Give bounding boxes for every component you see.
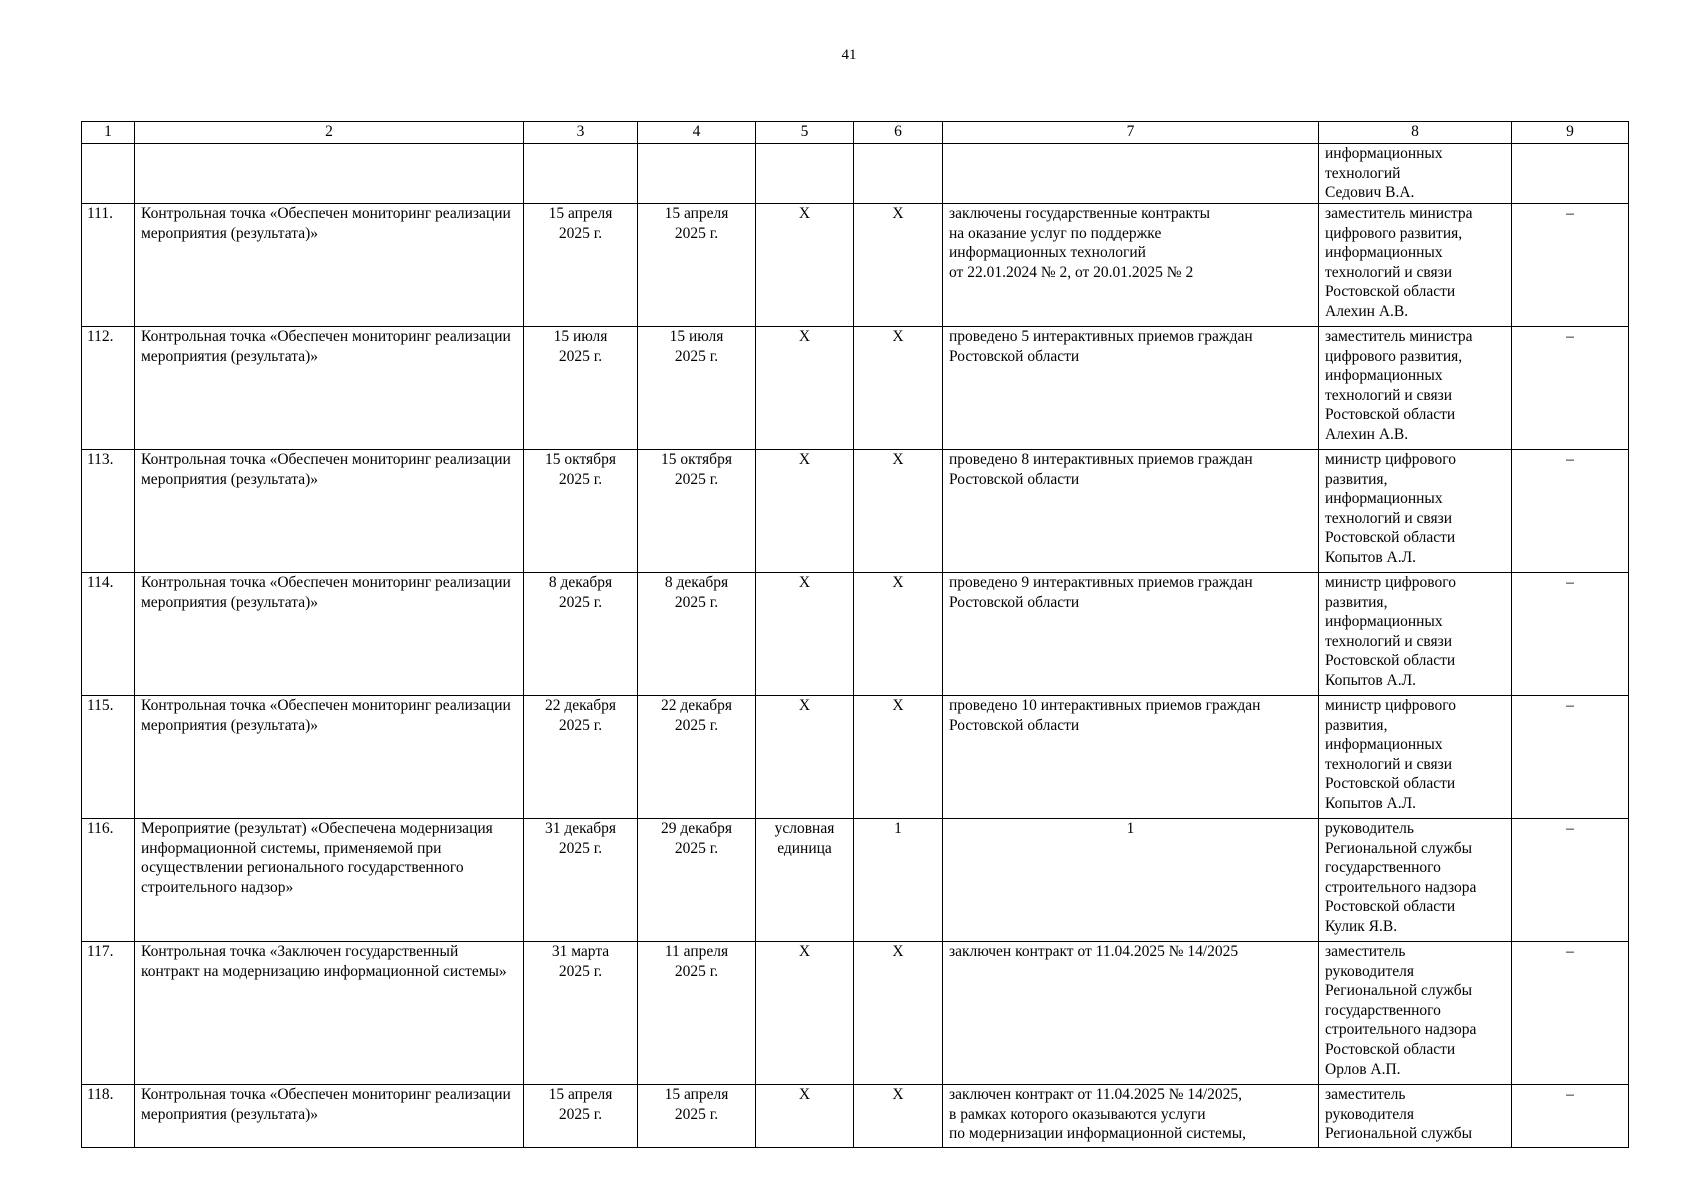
- column-header: 1: [82, 122, 135, 144]
- row-plan-value: X: [854, 696, 943, 819]
- row-actual-date: 29 декабря 2025 г.: [638, 819, 756, 942]
- column-header: 2: [135, 122, 524, 144]
- row-responsible: руководитель Региональной службы государственного строительного надзора Ростовской области Кулик Я.В.: [1319, 819, 1512, 942]
- row-responsible: заместитель руководителя Региональной службы государственного строительного надзора Ростовской области Орлов А.П.: [1319, 942, 1512, 1085]
- row-result: проведено 8 интерактивных приемов граждан Ростовской области: [943, 450, 1319, 573]
- column-header: 7: [943, 122, 1319, 144]
- row-name: Контрольная точка «Обеспечен мониторинг реализации мероприятия (результата)»: [135, 450, 524, 573]
- row-result: проведено 5 интерактивных приемов граждан Ростовской области: [943, 327, 1319, 450]
- table-row: [82, 1085, 1629, 1148]
- row-unit: X: [756, 204, 854, 327]
- column-header: 4: [638, 122, 756, 144]
- row-actual-date: 11 апреля 2025 г.: [638, 942, 756, 1085]
- row-responsible: заместитель министра цифрового развития, информационных технологий и связи Ростовской области Алехин А.В.: [1319, 327, 1512, 450]
- row-note: –: [1512, 1085, 1629, 1148]
- row-number: [82, 144, 135, 204]
- row-name: Контрольная точка «Обеспечен мониторинг реализации мероприятия (результата)»: [135, 327, 524, 450]
- row-note: –: [1512, 819, 1629, 942]
- column-number-row: [82, 122, 1629, 144]
- row-actual-date: 22 декабря 2025 г.: [638, 696, 756, 819]
- row-unit: X: [756, 942, 854, 1085]
- row-plan-value: 1: [854, 819, 943, 942]
- column-header: 8: [1319, 122, 1512, 144]
- row-planned-date: 22 декабря 2025 г.: [524, 696, 638, 819]
- row-planned-date: 8 декабря 2025 г.: [524, 573, 638, 696]
- table-row: [82, 327, 1629, 450]
- row-name: Контрольная точка «Обеспечен мониторинг реализации мероприятия (результата)»: [135, 1085, 524, 1148]
- row-planned-date: 31 декабря 2025 г.: [524, 819, 638, 942]
- row-planned-date: [524, 144, 638, 204]
- table-row: [82, 204, 1629, 327]
- row-unit: условная единица: [756, 819, 854, 942]
- row-number: 113.: [82, 450, 135, 573]
- row-result: проведено 10 интерактивных приемов граждан Ростовской области: [943, 696, 1319, 819]
- page-number: 41: [841, 47, 857, 63]
- row-plan-value: X: [854, 573, 943, 696]
- row-number: 117.: [82, 942, 135, 1085]
- row-unit: X: [756, 696, 854, 819]
- row-responsible: информационных технологий Седович В.А.: [1319, 144, 1512, 204]
- row-note: –: [1512, 573, 1629, 696]
- row-name: Контрольная точка «Обеспечен мониторинг реализации мероприятия (результата)»: [135, 573, 524, 696]
- table-row: [82, 942, 1629, 1085]
- row-number: 116.: [82, 819, 135, 942]
- row-responsible: заместитель министра цифрового развития, информационных технологий и связи Ростовской области Алехин А.В.: [1319, 204, 1512, 327]
- row-planned-date: 31 марта 2025 г.: [524, 942, 638, 1085]
- row-note: –: [1512, 450, 1629, 573]
- column-header: 5: [756, 122, 854, 144]
- row-name: [135, 144, 524, 204]
- row-plan-value: X: [854, 327, 943, 450]
- row-planned-date: 15 июля 2025 г.: [524, 327, 638, 450]
- row-actual-date: 15 апреля 2025 г.: [638, 1085, 756, 1148]
- row-number: 114.: [82, 573, 135, 696]
- row-plan-value: X: [854, 1085, 943, 1148]
- row-number: 115.: [82, 696, 135, 819]
- row-actual-date: [638, 144, 756, 204]
- row-note: [1512, 144, 1629, 204]
- row-actual-date: 15 июля 2025 г.: [638, 327, 756, 450]
- row-actual-date: 15 октября 2025 г.: [638, 450, 756, 573]
- row-note: –: [1512, 696, 1629, 819]
- row-note: –: [1512, 204, 1629, 327]
- row-note: –: [1512, 327, 1629, 450]
- row-unit: X: [756, 1085, 854, 1148]
- row-responsible: министр цифрового развития, информационных технологий и связи Ростовской области Копытов А.Л.: [1319, 573, 1512, 696]
- row-result: 1: [943, 819, 1319, 942]
- row-responsible: министр цифрового развития, информационных технологий и связи Ростовской области Копытов А.Л.: [1319, 450, 1512, 573]
- row-actual-date: 8 декабря 2025 г.: [638, 573, 756, 696]
- row-unit: X: [756, 327, 854, 450]
- row-unit: X: [756, 450, 854, 573]
- column-header: 9: [1512, 122, 1629, 144]
- table-row: [82, 450, 1629, 573]
- row-plan-value: X: [854, 204, 943, 327]
- row-plan-value: [854, 144, 943, 204]
- row-name: Контрольная точка «Заключен государственный контракт на модернизацию информационной системы»: [135, 942, 524, 1085]
- row-name: Мероприятие (результат) «Обеспечена модернизация информационной системы, применяемой при осуществлении регионального государственного строительного надзор»: [135, 819, 524, 942]
- row-number: 111.: [82, 204, 135, 327]
- row-number: 112.: [82, 327, 135, 450]
- row-number: 118.: [82, 1085, 135, 1148]
- row-plan-value: X: [854, 450, 943, 573]
- row-note: –: [1512, 942, 1629, 1085]
- row-unit: [756, 144, 854, 204]
- table-row: [82, 573, 1629, 696]
- row-responsible: министр цифрового развития, информационных технологий и связи Ростовской области Копытов А.Л.: [1319, 696, 1512, 819]
- row-result: проведено 9 интерактивных приемов граждан Ростовской области: [943, 573, 1319, 696]
- row-responsible: заместитель руководителя Региональной службы: [1319, 1085, 1512, 1148]
- row-planned-date: 15 апреля 2025 г.: [524, 204, 638, 327]
- table-row: [82, 144, 1629, 204]
- row-result: [943, 144, 1319, 204]
- row-result: заключены государственные контракты на оказание услуг по поддержке информационных технологий от 22.01.2024 № 2, от 20.01.2025 № 2: [943, 204, 1319, 327]
- row-plan-value: X: [854, 942, 943, 1085]
- row-planned-date: 15 октября 2025 г.: [524, 450, 638, 573]
- row-actual-date: 15 апреля 2025 г.: [638, 204, 756, 327]
- row-name: Контрольная точка «Обеспечен мониторинг реализации мероприятия (результата)»: [135, 696, 524, 819]
- column-header: 6: [854, 122, 943, 144]
- row-planned-date: 15 апреля 2025 г.: [524, 1085, 638, 1148]
- row-name: Контрольная точка «Обеспечен мониторинг реализации мероприятия (результата)»: [135, 204, 524, 327]
- row-unit: X: [756, 573, 854, 696]
- table-row: [82, 696, 1629, 819]
- row-result: заключен контракт от 11.04.2025 № 14/2025: [943, 942, 1319, 1085]
- column-header: 3: [524, 122, 638, 144]
- measures-table: [81, 121, 1629, 1148]
- table-row: [82, 819, 1629, 942]
- row-result: заключен контракт от 11.04.2025 № 14/2025, в рамках которого оказываются услуги по модернизации информационной системы,: [943, 1085, 1319, 1148]
